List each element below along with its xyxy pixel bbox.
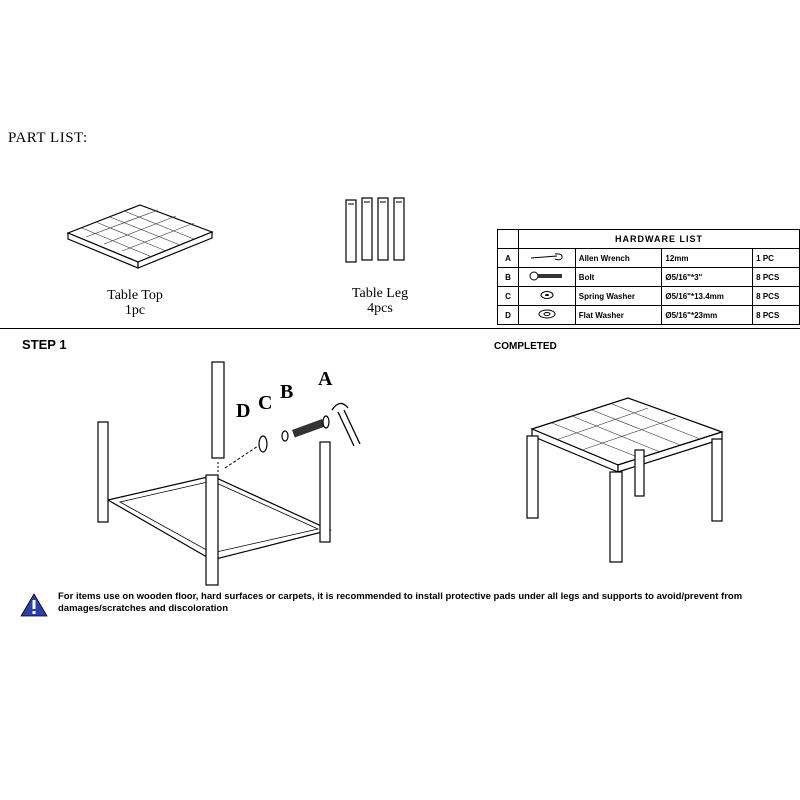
hardware-key: C <box>498 287 519 306</box>
hardware-qty: 8 PCS <box>753 306 800 325</box>
hardware-list-table <box>497 229 800 325</box>
step-title: STEP 1 <box>22 337 67 352</box>
hardware-key: A <box>498 249 519 268</box>
hardware-row-c <box>498 287 800 306</box>
allen-wrench-icon <box>518 249 575 268</box>
hardware-size: Ø5/16"*13.4mm <box>662 287 753 306</box>
callout-letter-b: B <box>280 381 294 403</box>
hardware-list-title: HARDWARE LIST <box>518 230 799 249</box>
table-leg-name: Table Leg <box>351 286 409 301</box>
hardware-name: Flat Washer <box>575 306 662 325</box>
hardware-key: B <box>498 268 519 287</box>
hardware-name: Spring Washer <box>575 287 662 306</box>
hardware-row-d <box>498 306 800 325</box>
table-leg-qty: 4pcs <box>367 301 393 316</box>
warning-text: For items use on wooden floor, hard surfaces or carpets, it is recommended to install protective pads under all legs and supports to avoid/prevent from damages/scratches and discoloration <box>58 591 743 614</box>
table-top-qty: 1pc <box>124 303 146 318</box>
spring-washer-icon <box>518 287 575 306</box>
part-list-title: PART LIST: <box>8 130 88 146</box>
hardware-size: Ø5/16"*3" <box>662 268 753 287</box>
hardware-name: Bolt <box>575 268 662 287</box>
bolt-icon <box>518 268 575 287</box>
hardware-size: 12mm <box>662 249 753 268</box>
table-leg-label <box>325 286 435 316</box>
table-top-name: Table Top <box>107 288 163 303</box>
callout-letter-c: C <box>258 392 273 414</box>
completed-title: COMPLETED <box>494 341 557 352</box>
table-legs-illustration <box>346 198 404 262</box>
hardware-size: Ø5/16"*23mm <box>662 306 753 325</box>
hardware-key: D <box>498 306 519 325</box>
frame-illustration <box>98 362 360 585</box>
hardware-qty: 1 PC <box>753 249 800 268</box>
table-top-illustration <box>68 205 212 268</box>
hardware-qty: 8 PCS <box>753 287 800 306</box>
completed-table-illustration <box>527 398 722 562</box>
section-divider <box>0 328 800 329</box>
hardware-row-b <box>498 268 800 287</box>
callout-letter-d: D <box>236 400 251 422</box>
warning-icon <box>21 594 47 616</box>
flat-washer-icon <box>518 306 575 325</box>
hardware-row-a <box>498 249 800 268</box>
hardware-name: Allen Wrench <box>575 249 662 268</box>
table-top-label <box>80 288 190 318</box>
callout-letter-a: A <box>318 368 333 390</box>
hardware-qty: 8 PCS <box>753 268 800 287</box>
